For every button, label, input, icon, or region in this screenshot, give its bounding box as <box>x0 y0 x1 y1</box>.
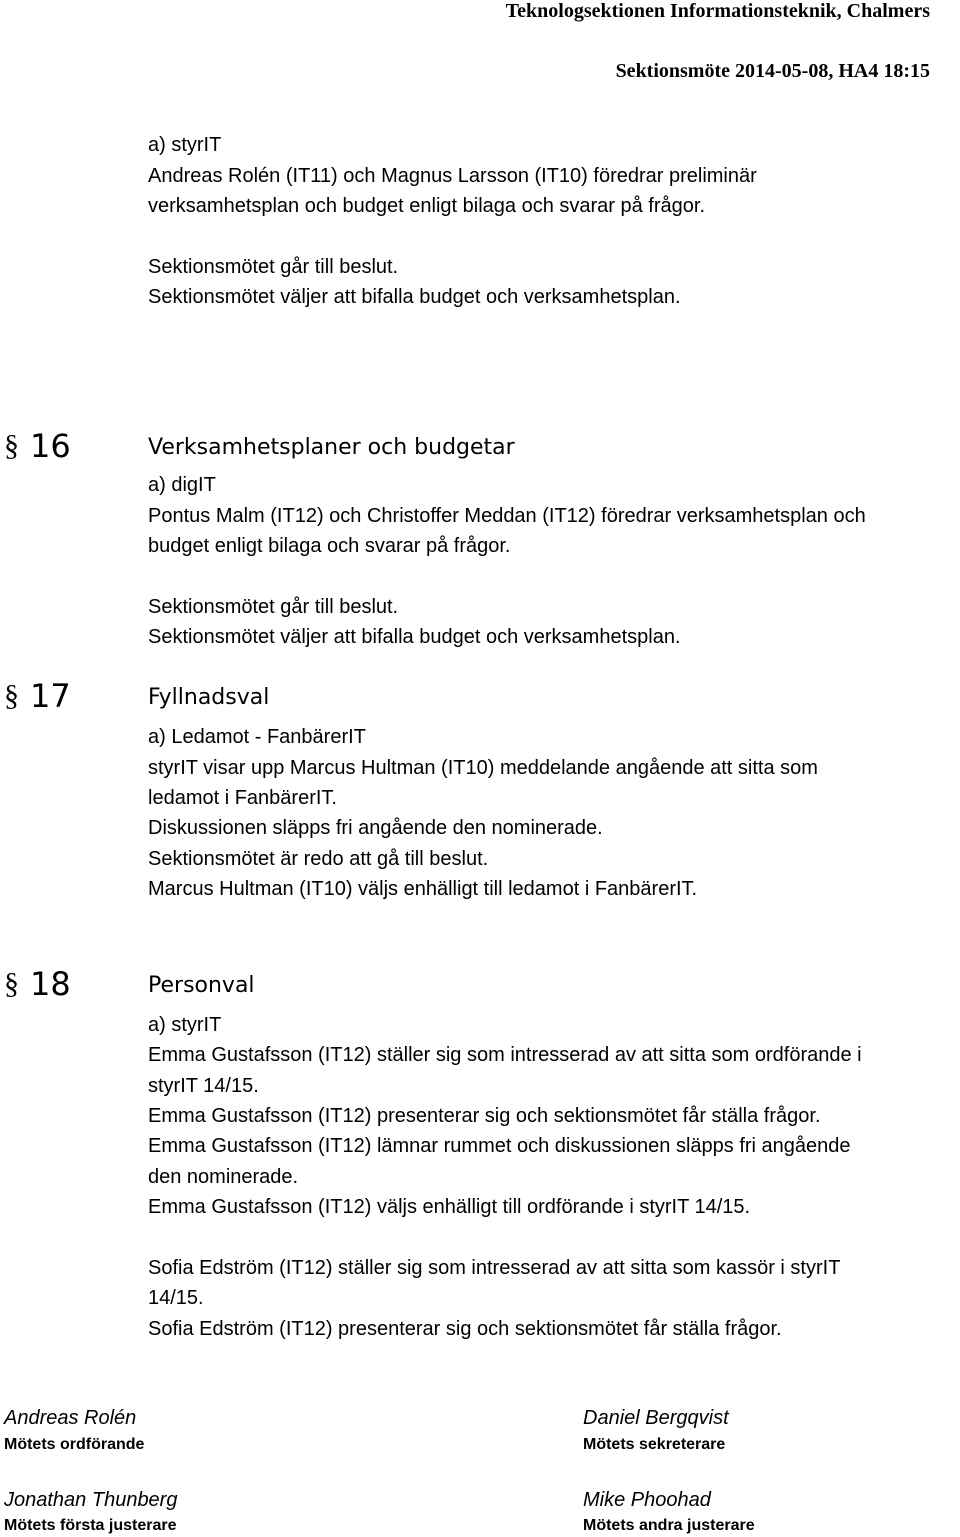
intro-line: Sektionsmötet går till beslut. <box>148 256 399 278</box>
section-18-line: Emma Gustafsson (IT12) väljs enhälligt till ordförande i styrIT 14/15. <box>148 1196 751 1218</box>
section-title: Personval <box>148 973 255 998</box>
section-17-line: a) Ledamot - FanbärerIT <box>148 726 366 748</box>
section-16-line: Sektionsmötet går till beslut. <box>148 596 399 618</box>
header-org: Teknologsektionen Informationsteknik, Chalmers <box>505 0 930 22</box>
section-18-line: Emma Gustafsson (IT12) presenterar sig och sektionsmötet får ställa frågor. <box>148 1105 821 1127</box>
signature-role-secretary: Mötets sekreterare <box>583 1436 726 1453</box>
section-16-line: budget enligt bilaga och svarar på frågor. <box>148 535 511 557</box>
section-18-line: Sofia Edström (IT12) presenterar sig och sektionsmötet får ställa frågor. <box>148 1318 782 1340</box>
section-18-line: Sofia Edström (IT12) ställer sig som intresserad av att sitta som kassör i styrIT <box>148 1257 841 1279</box>
section-18-line: den nominerade. <box>148 1166 299 1188</box>
signature-name-secretary: Daniel Bergqvist <box>583 1407 729 1429</box>
section-number: 18 <box>30 965 71 1003</box>
section-symbol: § <box>4 967 19 1000</box>
signature-role-first-adjuster: Mötets första justerare <box>4 1517 177 1534</box>
section-number: 17 <box>30 677 71 715</box>
header-meeting: Sektionsmöte 2014-05-08, HA4 18:15 <box>615 60 930 82</box>
signature-name-chair: Andreas Rolén <box>4 1407 137 1429</box>
section-17-line: Diskussionen släpps fri angående den nominerade. <box>148 817 603 839</box>
intro-line: Sektionsmötet väljer att bifalla budget och verksamhetsplan. <box>148 286 681 308</box>
intro-line: Andreas Rolén (IT11) och Magnus Larsson (IT10) föredrar preliminär <box>148 165 757 187</box>
section-symbol: § <box>4 679 19 712</box>
section-17-line: Sektionsmötet är redo att gå till beslut. <box>148 848 489 870</box>
intro-line: a) styrIT <box>148 134 222 156</box>
section-title: Fyllnadsval <box>148 685 270 710</box>
section-number: 16 <box>30 427 71 465</box>
section-17-line: styrIT visar upp Marcus Hultman (IT10) meddelande angående att sitta som <box>148 757 818 779</box>
section-17-line: Marcus Hultman (IT10) väljs enhälligt till ledamot i FanbärerIT. <box>148 878 698 900</box>
section-17-line: ledamot i FanbärerIT. <box>148 787 337 809</box>
section-16-line: Sektionsmötet väljer att bifalla budget och verksamhetsplan. <box>148 626 681 648</box>
section-16-line: a) digIT <box>148 474 216 496</box>
section-18-line: Emma Gustafsson (IT12) ställer sig som intresserad av att sitta som ordförande i <box>148 1044 862 1066</box>
section-18-line: Emma Gustafsson (IT12) lämnar rummet och diskussionen släpps fri angående <box>148 1135 851 1157</box>
section-title: Verksamhetsplaner och budgetar <box>148 435 515 460</box>
intro-line: verksamhetsplan och budget enligt bilaga och svarar på frågor. <box>148 195 706 217</box>
section-16-line: Pontus Malm (IT12) och Christoffer Meddan (IT12) föredrar verksamhetsplan och <box>148 505 866 527</box>
signature-role-chair: Mötets ordförande <box>4 1436 145 1453</box>
signature-name-second-adjuster: Mike Phoohad <box>583 1489 711 1511</box>
section-18-line: a) styrIT <box>148 1014 222 1036</box>
signature-role-second-adjuster: Mötets andra justerare <box>583 1517 755 1534</box>
section-symbol: § <box>4 429 19 462</box>
section-18-line: styrIT 14/15. <box>148 1075 259 1097</box>
section-18-line: 14/15. <box>148 1287 204 1309</box>
signature-name-first-adjuster: Jonathan Thunberg <box>4 1489 178 1511</box>
